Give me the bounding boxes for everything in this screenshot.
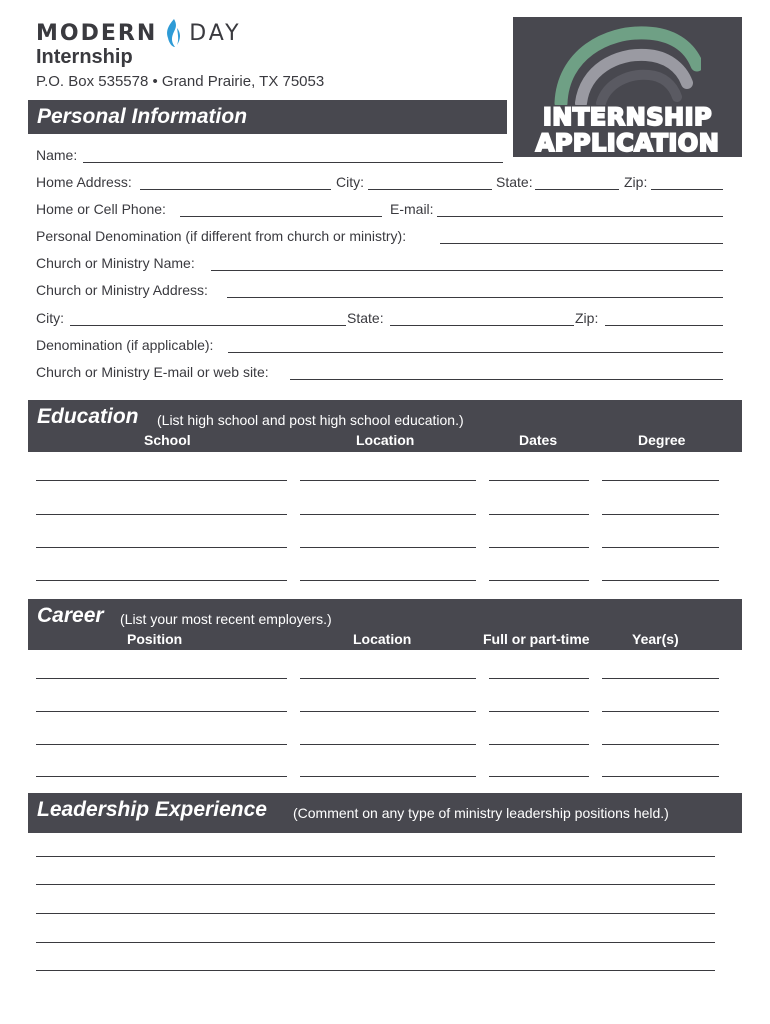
career-years-field[interactable] [602,711,719,712]
church-city-label: City: [36,310,64,326]
zip-field[interactable] [651,189,723,190]
education-col-dates: Dates [519,432,558,448]
education-col-school: School [144,432,191,448]
education-degree-field[interactable] [602,480,719,481]
church-state-label: State: [347,310,384,326]
badge-line-2: APPLICATION [535,129,720,157]
church-city-row [36,310,726,330]
career-location-field[interactable] [300,711,476,712]
education-dates-field[interactable] [489,547,589,548]
email-field[interactable] [437,216,723,217]
education-col-location: Location [356,432,415,448]
education-dates-field[interactable] [489,514,589,515]
flame-icon [163,18,183,48]
church-address-field[interactable] [227,297,723,298]
personal-info-header [28,100,507,134]
internship-application-badge [513,17,742,157]
education-dates-field[interactable] [489,580,589,581]
leadership-line-field[interactable] [36,913,715,914]
career-years-field[interactable] [602,678,719,679]
church-zip-field[interactable] [605,325,723,326]
career-years-field[interactable] [602,744,719,745]
phone-field[interactable] [180,216,382,217]
phone-email-row [36,201,726,221]
brand-modern-text: MODERN [36,20,158,46]
badge-line-1: INTERNSHIP [542,103,713,131]
career-type-field[interactable] [489,744,589,745]
career-type-field[interactable] [489,711,589,712]
brush-arc-icon [551,25,701,105]
church-name-field[interactable] [211,270,723,271]
education-title: Education [37,405,139,428]
education-school-field[interactable] [36,580,287,581]
church-denomination-row [36,337,726,357]
education-degree-field[interactable] [602,580,719,581]
education-location-field[interactable] [300,580,476,581]
leadership-line-field[interactable] [36,884,715,885]
career-type-field[interactable] [489,678,589,679]
education-note: (List high school and post high school education.) [157,412,464,428]
personal-info-title: Personal Information [37,105,248,128]
church-address-label: Church or Ministry Address: [36,282,208,298]
church-web-row [36,364,726,384]
education-school-field[interactable] [36,547,287,548]
church-denomination-field[interactable] [228,352,723,353]
career-location-field[interactable] [300,744,476,745]
email-label: E-mail: [390,201,434,217]
church-address-row [36,282,726,302]
personal-denomination-row [36,228,726,248]
education-location-field[interactable] [300,514,476,515]
church-name-row [36,255,726,275]
education-location-field[interactable] [300,480,476,481]
career-title: Career [37,604,104,627]
leadership-line-field[interactable] [36,856,715,857]
career-location-field[interactable] [300,776,476,777]
career-col-position: Position [127,631,183,647]
leadership-header [28,793,742,833]
career-col-location: Location [353,631,412,647]
state-field[interactable] [535,189,619,190]
brand-day-text: DAY [189,20,242,46]
leadership-title: Leadership Experience [37,798,267,821]
brand-subtitle: Internship [36,46,133,68]
education-location-field[interactable] [300,547,476,548]
city-field[interactable] [368,189,492,190]
education-degree-field[interactable] [602,514,719,515]
education-col-degree: Degree [638,432,686,448]
education-dates-field[interactable] [489,480,589,481]
name-label: Name: [36,147,78,163]
church-web-field[interactable] [290,379,723,380]
career-col-years: Year(s) [632,631,679,647]
brand-logo [36,18,496,90]
education-school-field[interactable] [36,480,287,481]
education-header [28,400,742,452]
leadership-line-field[interactable] [36,942,715,943]
leadership-line-field[interactable] [36,970,715,971]
career-years-field[interactable] [602,776,719,777]
phone-label: Home or Cell Phone: [36,201,166,217]
career-position-field[interactable] [36,711,287,712]
home-address-row [36,174,726,194]
city-label: City: [336,174,364,190]
church-city-field[interactable] [70,325,346,326]
church-name-label: Church or Ministry Name: [36,255,195,271]
church-denomination-label: Denomination (if applicable): [36,337,214,353]
leadership-note: (Comment on any type of ministry leadership positions held.) [293,805,669,821]
home-address-label: Home Address: [36,174,132,190]
church-state-field[interactable] [390,325,574,326]
name-row [36,147,726,167]
career-type-field[interactable] [489,776,589,777]
career-note: (List your most recent employers.) [120,611,332,627]
mailing-address: P.O. Box 535578 • Grand Prairie, TX 75053 [36,73,325,90]
career-position-field[interactable] [36,776,287,777]
state-label: State: [496,174,533,190]
career-header [28,599,742,650]
zip-label: Zip: [624,174,648,190]
education-school-field[interactable] [36,514,287,515]
home-address-field[interactable] [140,189,331,190]
career-position-field[interactable] [36,744,287,745]
education-degree-field[interactable] [602,547,719,548]
career-col-type: Full or part-time [483,631,590,647]
church-web-label: Church or Ministry E-mail or web site: [36,364,269,380]
name-field[interactable] [83,162,503,163]
career-position-field[interactable] [36,678,287,679]
personal-denomination-field[interactable] [440,243,723,244]
personal-denomination-label: Personal Denomination (if different from church or ministry): [36,228,407,244]
church-zip-label: Zip: [575,310,599,326]
career-location-field[interactable] [300,678,476,679]
